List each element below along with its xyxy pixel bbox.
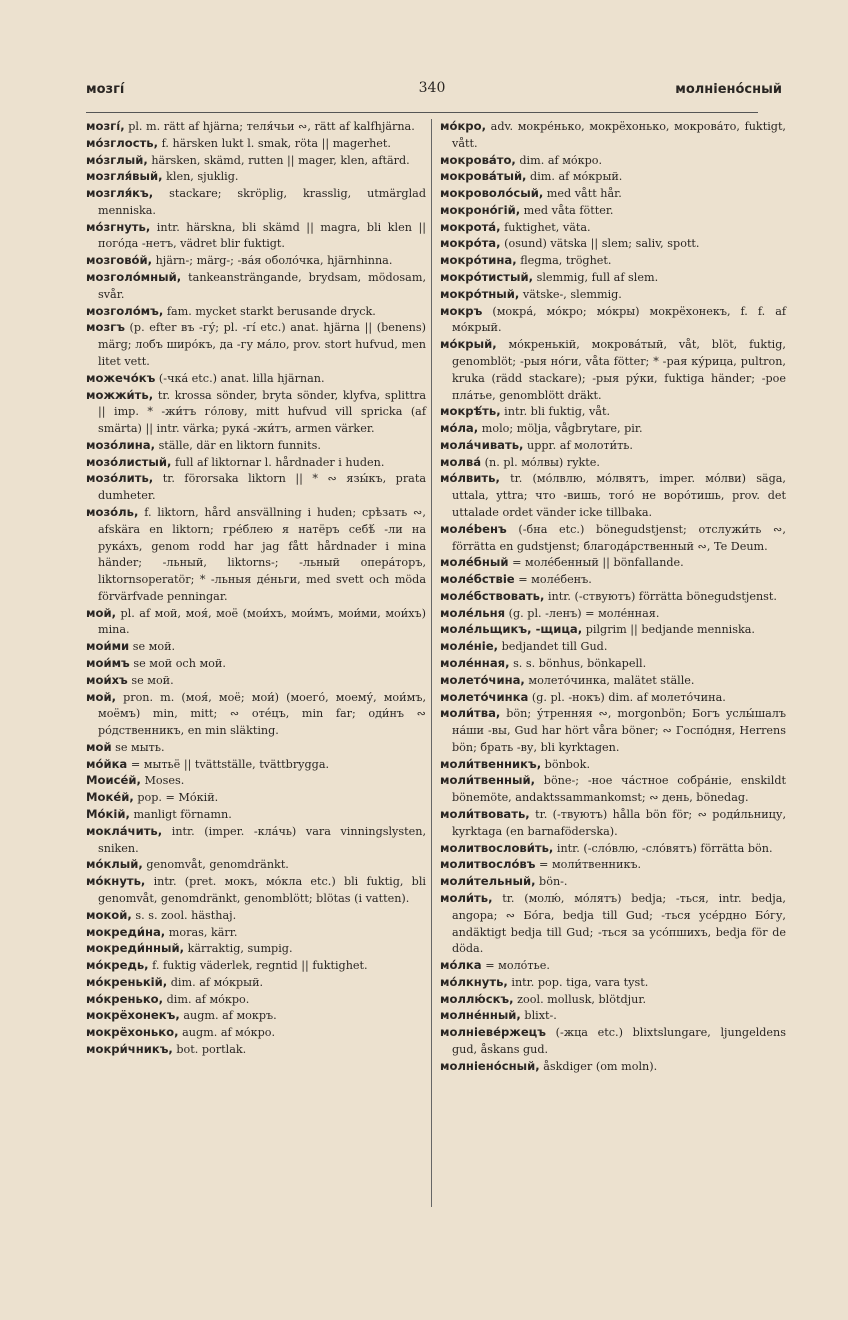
entry-headword: мокро́тистый,: [440, 270, 534, 285]
dictionary-entry: [440, 572, 786, 589]
entry-definition: böne-; -ное ча́стное собра́ніе, enskildt bönemöte, andaktssammankomst; ∾ день, bönedag.: [452, 774, 786, 805]
dictionary-entry: [86, 153, 426, 170]
entry-definition: flegma, tröghet.: [520, 254, 612, 268]
dictionary-entry: [86, 908, 426, 925]
entry-headword: мокри́чникъ,: [86, 1041, 173, 1056]
dictionary-entry: [440, 220, 786, 237]
entry-headword: можжи́ть,: [86, 387, 154, 402]
entry-headword: мокро́тный,: [440, 286, 520, 301]
dictionary-entry: [440, 555, 786, 572]
entry-definition: augm. af мо́кро.: [182, 1026, 276, 1040]
dictionary-entry: [440, 1059, 786, 1076]
entry-definition: (g. pl. -ленъ) = моле́нная.: [508, 606, 660, 620]
entry-headword: моле́бствовать,: [440, 588, 545, 603]
entry-headword: мокроно́гій,: [440, 202, 521, 217]
entry-definition: se мой.: [131, 673, 174, 687]
dictionary-entry: [440, 404, 786, 421]
entry-headword: молето́чина,: [440, 672, 525, 687]
dictionary-entry: [86, 673, 426, 690]
entry-headword: мо́кредь,: [86, 958, 149, 973]
entry-definition: vätske-, slemmig.: [522, 287, 622, 301]
entry-definition: blixt-.: [524, 1009, 557, 1023]
dictionary-entry: [86, 388, 426, 438]
dictionary-entry: [86, 471, 426, 505]
entry-headword: мо́клый,: [86, 857, 143, 872]
entry-headword: мой,: [86, 689, 116, 704]
entry-definition: intr. (imper. -кла́чь) vara vinningslysten, sniken.: [98, 824, 426, 855]
entry-definition: med vått hår.: [546, 187, 622, 201]
entry-headword: молва́: [440, 454, 482, 469]
entry-definition: pop. = Мо́кій.: [137, 791, 219, 805]
entry-definition: dim. af мо́кро.: [519, 153, 603, 167]
entry-definition: intr. bli fuktig, våt.: [504, 405, 611, 419]
dictionary-entry: [440, 656, 786, 673]
entry-headword: мокрѣ́ть,: [440, 404, 501, 419]
entry-definition: intr. härskna, bli skämd || magra, bli klen || пого́да -нетъ, vädret blir fuktigt.: [98, 220, 426, 251]
dictionary-entry: [86, 455, 426, 472]
entry-definition: bönbok.: [544, 757, 591, 771]
entry-definition: f. härsken lukt l. smak, röta || magerhet.: [161, 136, 391, 150]
dictionary-entry: [440, 589, 786, 606]
entry-definition: (мокра́, мо́кро; мо́кры) мокрёхонекъ, f. f. af мо́крый.: [452, 304, 786, 335]
entry-headword: молébенъ: [440, 521, 507, 536]
entry-definition: f. liktorn, hård ansvällning i huden; срѣзать ∾, afskära en liktorn; гре́блею я натёръ себѣ́ -ли на рука́хъ, genom rodd har jag fått hårdnader i mina händer; -льный, liktorns-; -льный опера́торъ, liktornsoperatör; * -льныя де́ньги, med svett och möda förvärfvade penningar.: [98, 505, 426, 603]
entry-definition: (-жца etc.) blixtslungare, ljungeldens gud, åskans gud.: [452, 1026, 787, 1056]
entry-definition: se мыть.: [115, 740, 165, 754]
dictionary-entry: [86, 925, 426, 942]
dictionary-entry: [440, 270, 786, 287]
entry-headword: мокроволо́сый,: [440, 186, 544, 201]
dictionary-entry: [440, 1008, 786, 1025]
entry-headword: моли́тва,: [440, 706, 501, 721]
entry-headword: Моке́й,: [86, 790, 134, 805]
column-divider: [431, 119, 432, 1207]
entry-headword: мозгъ: [86, 320, 125, 335]
dictionary-entry: [440, 841, 786, 858]
entry-definition: dim. af мо́крый.: [170, 975, 264, 989]
entry-definition: (-бна etc.) bönegudstjenst; отслужи́ть ∾, förrätta en gudstjenst; благода́рственный ∾, Te Deum.: [452, 522, 786, 553]
entry-headword: моли́твовать,: [440, 807, 530, 822]
entry-definition: (osund) vätska || slem; saliv, spott.: [504, 237, 700, 251]
entry-headword: мои́ми: [86, 639, 130, 654]
dictionary-entry: [86, 1008, 426, 1025]
entry-headword: мокрота́,: [440, 219, 501, 234]
entry-headword: мо́кренько,: [86, 991, 164, 1006]
entry-headword: моле́льня: [440, 605, 506, 620]
entry-definition: pl. m. rätt af hjärna; теля́чьи ∾, rätt af kalfhjärna.: [128, 120, 415, 133]
dictionary-entry: [440, 975, 786, 992]
dictionary-entry: [440, 773, 786, 807]
entry-headword: мо́лвить,: [440, 471, 500, 486]
entry-definition: klen, sjuklig.: [166, 170, 239, 184]
dictionary-entry: [86, 438, 426, 455]
entry-definition: se мой och мой.: [133, 657, 226, 670]
header-last-word: молніено́сный: [675, 82, 782, 97]
entry-headword: моли́тельный,: [440, 874, 536, 889]
dictionary-entry: [440, 421, 786, 438]
entry-definition: = мытьё || tvättställe, tvättbrygga.: [130, 757, 330, 771]
entry-definition: uppr. af молоти́ть.: [527, 438, 633, 452]
entry-definition: med våta fötter.: [523, 203, 614, 217]
dictionary-entry: [86, 773, 426, 790]
dictionary-entry: [440, 169, 786, 186]
entry-definition: intr. (pret. мокъ, мо́кла etc.) bli fuktig, bli genomvåt, genomdränkt, genomblött; blötas (i vatten).: [98, 875, 426, 905]
dictionary-entry: [440, 438, 786, 455]
entry-definition: intr. pop. tiga, vara tyst.: [511, 975, 649, 989]
entry-definition: s. s. bönhus, bönkapell.: [513, 657, 647, 670]
dictionary-entry: [86, 270, 426, 304]
entry-definition: bot. portlak.: [176, 1042, 247, 1056]
entry-headword: мой,: [86, 605, 116, 620]
entry-definition: moras, kärr.: [168, 925, 238, 939]
entry-headword: мозо́ль,: [86, 504, 139, 519]
entry-headword: мокрова́тый,: [440, 169, 527, 184]
entry-headword: мои́мъ: [86, 656, 130, 670]
entry-headword: мокреди́на,: [86, 924, 166, 939]
entry-definition: tr. förorsaka liktorn || * ∾ язы́къ, prata dumheter.: [98, 472, 427, 503]
dictionary-entry: [86, 941, 426, 958]
dictionary-entry: [440, 337, 786, 404]
entry-headword: мо́зглость,: [86, 135, 159, 150]
dictionary-entry: [440, 857, 786, 874]
entry-definition: pilgrim || bedjande menniska.: [585, 623, 755, 637]
entry-headword: Мо́кій,: [86, 807, 130, 822]
dictionary-entry: [86, 857, 426, 874]
entry-definition: tr. (-твуютъ) hålla bön för; ∾ роди́льницу, kyrktaga (en barnaföderska).: [452, 808, 786, 838]
dictionary-entry: [86, 975, 426, 992]
dictionary-entry: [440, 622, 786, 639]
dictionary-entry: [86, 740, 426, 757]
entry-definition: adv. мокре́нько, мокрёхонько, мокрова́то, fuktigt, vått.: [452, 120, 786, 150]
entry-headword: молніеве́ржецъ: [440, 1025, 546, 1040]
entry-definition: f. fuktig väderlek, regntid || fuktighet.: [152, 959, 368, 973]
entry-definition: se мой.: [132, 640, 176, 654]
dictionary-entry: [86, 1042, 426, 1059]
dictionary-entry: [86, 304, 426, 321]
dictionary-entry: [440, 186, 786, 203]
page-number: 340: [418, 80, 446, 96]
entry-headword: мокла́чить,: [86, 823, 163, 838]
entry-definition: (g. pl. -нокъ) dim. af молето́чина.: [531, 690, 726, 704]
right-column: [440, 119, 786, 1076]
entry-definition: = моле́бенъ.: [518, 573, 592, 587]
dictionary-entry: [440, 455, 786, 472]
dictionary-entry: [440, 119, 786, 153]
entry-headword: моли́твенникъ,: [440, 756, 542, 771]
entry-definition: genomvåt, genomdränkt.: [146, 858, 289, 872]
entry-headword: можечо́къ: [86, 370, 156, 385]
entry-definition: ställe, där en liktorn funnits.: [158, 438, 321, 452]
dictionary-entry: [440, 673, 786, 690]
dictionary-entry: [440, 874, 786, 891]
entry-definition: s. s. zool. hästhaj.: [135, 908, 237, 922]
entry-headword: мо́згнуть,: [86, 219, 151, 234]
entry-headword: моле́льщикъ, -щица,: [440, 622, 583, 637]
entry-definition: fam. mycket starkt berusande dryck.: [166, 304, 376, 318]
entry-definition: molo; mölja, vågbrytare, pir.: [481, 422, 643, 436]
entry-headword: мозгля́вый,: [86, 169, 163, 184]
entry-headword: мокро́та,: [440, 236, 501, 251]
entry-headword: моли́твенный,: [440, 773, 536, 788]
dictionary-entry: [86, 958, 426, 975]
dictionary-entry: [86, 186, 426, 220]
entry-definition: pron. m. (моя́, моё; мои́) (моего́, моему́, мои́мъ, моёмъ) min, mitt; ∾ отéцъ, min far; оди́нъ ∾ ро́дственникъ, en min släkting.: [98, 690, 426, 738]
entry-headword: моли́ть,: [440, 890, 493, 905]
entry-definition: full af liktornar l. hårdnader i huden.: [174, 455, 385, 469]
entry-headword: мозголо́мный,: [86, 270, 182, 285]
entry-definition: stackare; skröplig, krasslig, utmärglad menniska.: [98, 187, 427, 217]
entry-headword: мо́крый,: [440, 337, 497, 352]
dictionary-entry: [440, 471, 786, 521]
entry-headword: мо́кнуть,: [86, 874, 146, 889]
entry-definition: мо́кренькій, мокрова́тый, våt, blöt, fuktig, genomblöt; -рыя но́ги, våta fötter; * -рая ку́рица, pultron, kruka (rädd stackare); -рыя ру́ки, fuktiga händer; -рое пла́тье, genomblött dräkt.: [452, 338, 786, 402]
dictionary-entry: [440, 153, 786, 170]
entry-headword: мокой,: [86, 907, 132, 922]
entry-headword: моле́ніе,: [440, 639, 499, 654]
dictionary-entry: [440, 1025, 786, 1059]
entry-definition: bedjandet till Gud.: [501, 640, 608, 654]
entry-headword: мокрова́то,: [440, 152, 516, 167]
dictionary-entry: [440, 253, 786, 270]
entry-definition: intr. (-сло́влю, -сло́вятъ) förrätta bön.: [556, 841, 773, 855]
entry-headword: мо́лка: [440, 958, 482, 973]
entry-definition: åskdiger (om moln).: [543, 1059, 658, 1073]
dictionary-entry: [440, 690, 786, 707]
entry-headword: мо́ла,: [440, 421, 479, 436]
entry-definition: tr. krossa sönder, bryta sönder, klyfva, splittra || imp. * -жи́тъ го́лову, mitt hufvud vill spricka (af smärta) || intr. värka; рука́ -жи́тъ, armen värker.: [98, 388, 426, 436]
entry-definition: bön; у́тренняя ∾, morgonbön; Богъ услы́шалъ на́ши -вы, Gud har hört våra böner; ∾ Госпо́дня, Herrens bön; брать -ву, bli kyrktagen.: [452, 707, 786, 754]
entry-headword: молитвослови́ть,: [440, 840, 554, 855]
entry-headword: мо́зглый,: [86, 152, 148, 167]
entry-definition: (n. pl. мо́лвы) rykte.: [484, 455, 600, 469]
dictionary-entry: [86, 992, 426, 1009]
entry-headword: мозгля́къ,: [86, 186, 154, 201]
dictionary-entry: [440, 807, 786, 841]
dictionary-entry: [86, 807, 426, 824]
entry-headword: мозгово́й,: [86, 253, 153, 268]
entry-definition: bön-.: [539, 875, 568, 889]
dictionary-entry: [86, 639, 426, 656]
entry-headword: моле́бный: [440, 555, 509, 570]
entry-definition: härsken, skämd, rutten || mager, klen, aftärd.: [151, 153, 410, 167]
dictionary-entry: [86, 220, 426, 254]
entry-headword: мозо́лина,: [86, 437, 155, 452]
entry-definition: (-чка́ etc.) anat. lilla hjärnan.: [158, 371, 325, 385]
entry-headword: мозгі́,: [86, 119, 125, 133]
entry-definition: молето́чинка, malätet ställe.: [528, 673, 695, 687]
entry-headword: моле́бствіе: [440, 572, 515, 587]
entry-headword: мо́лкнуть,: [440, 974, 508, 989]
entry-headword: мокреди́нный,: [86, 941, 184, 956]
dictionary-entry: [440, 757, 786, 774]
dictionary-entry: [86, 757, 426, 774]
entry-definition: Moses.: [144, 774, 185, 788]
entry-headword: молето́чинка: [440, 689, 529, 704]
entry-headword: мо́йка: [86, 756, 128, 771]
entry-headword: мозо́лить,: [86, 471, 154, 486]
dictionary-entry: [86, 790, 426, 807]
dictionary-entry: [440, 706, 786, 756]
dictionary-entry: [440, 203, 786, 220]
entry-headword: мокро́тина,: [440, 253, 517, 268]
entry-definition: = моли́твенникъ.: [539, 858, 642, 872]
entry-definition: kärraktig, sumpig.: [187, 942, 293, 956]
dictionary-entry: [86, 606, 426, 640]
entry-definition: hjärn-; märg-; -ва́я оболо́чка, hjärnhinna.: [155, 254, 393, 268]
dictionary-entry: [86, 874, 426, 908]
dictionary-entry: [86, 1025, 426, 1042]
entry-headword: моллю́скъ,: [440, 991, 514, 1006]
dictionary-entry: [86, 320, 426, 370]
dictionary-entry: [440, 522, 786, 556]
entry-definition: slemmig, full af slem.: [536, 271, 659, 285]
dictionary-entry: [440, 958, 786, 975]
entry-headword: мозголо́мъ,: [86, 303, 164, 318]
entry-definition: dim. af мо́крый.: [530, 170, 623, 184]
page-header: [0, 80, 848, 104]
entry-headword: мокрёхонекъ,: [86, 1008, 180, 1023]
entry-headword: мои́хъ: [86, 672, 128, 687]
entry-headword: молитвосло́въ: [440, 857, 536, 872]
dictionary-entry: [440, 287, 786, 304]
dictionary-entry: [440, 891, 786, 958]
entry-headword: мола́чивать,: [440, 437, 524, 452]
header-rule: [86, 112, 758, 113]
dictionary-entry: [440, 992, 786, 1009]
entry-headword: мо́кро,: [440, 119, 486, 133]
dictionary-entry: [440, 304, 786, 338]
entry-headword: молне́нный,: [440, 1008, 521, 1023]
entry-definition: pl. af мой, моя́, моё (мои́хъ, мои́мъ, мои́ми, мои́хъ) mina.: [98, 606, 427, 637]
dictionary-entry: [86, 371, 426, 388]
dictionary-entry: [86, 136, 426, 153]
dictionary-entry: [86, 253, 426, 270]
entry-definition: tankeansträngande, brydsam, mödosam, svår.: [98, 271, 426, 301]
header-first-word: мозгі́: [86, 82, 125, 97]
entry-headword: мой: [86, 739, 112, 754]
entry-definition: fuktighet, väta.: [504, 220, 591, 234]
dictionary-entry: [440, 606, 786, 623]
entry-definition: zool. mollusk, blötdjur.: [517, 992, 646, 1006]
left-column: [86, 119, 426, 1059]
entry-definition: = моле́бенный || bönfallande.: [512, 556, 684, 570]
entry-headword: мозо́листый,: [86, 454, 172, 469]
entry-definition: (p. efter въ -гу́; pl. -гі́ etc.) anat. hjärna || (benens) märg; лобъ широ́къ, да -гу ма́ло, prov. stort hufvud, men litet vett.: [98, 321, 426, 368]
entry-headword: моле́нная,: [440, 656, 510, 670]
dictionary-entry: [440, 639, 786, 656]
entry-definition: manligt förnamn.: [133, 808, 232, 822]
entry-definition: tr. (молю́, мо́лятъ) bedja; -ться, intr. bedja, аngора; ∾ Бо́га, bedja till Gud; -ться усе́рдно Бо́гу, andäktigt bedja till Gud; -ться за усо́пшихъ, bedja för de döda.: [452, 891, 786, 956]
entry-definition: tr. (мо́лвлю, мо́лвятъ, imper. мо́лви) säga, uttala, yttra; что -вишь, того́ не воро́тишь, prov. det uttalade ordet vänder icke tillbaka.: [452, 472, 786, 519]
entry-headword: мокръ: [440, 303, 483, 318]
entry-headword: мокрёхонько,: [86, 1025, 179, 1040]
entry-definition: dim. af мо́кро.: [166, 992, 250, 1006]
entry-headword: молніено́сный,: [440, 1058, 540, 1073]
entry-definition: augm. af мокръ.: [183, 1009, 277, 1023]
dictionary-entry: [86, 656, 426, 673]
dictionary-entry: [440, 236, 786, 253]
entry-headword: Моисе́й,: [86, 773, 141, 788]
entry-definition: intr. (-ствуютъ) förrätta bönegudstjenst.: [547, 589, 777, 603]
dictionary-entry: [86, 169, 426, 186]
entry-headword: мо́кренькій,: [86, 974, 168, 989]
entry-definition: = моло́тье.: [485, 959, 550, 973]
dictionary-entry: [86, 505, 426, 606]
dictionary-entry: [86, 119, 426, 136]
dictionary-entry: [86, 690, 426, 740]
dictionary-entry: [86, 824, 426, 858]
